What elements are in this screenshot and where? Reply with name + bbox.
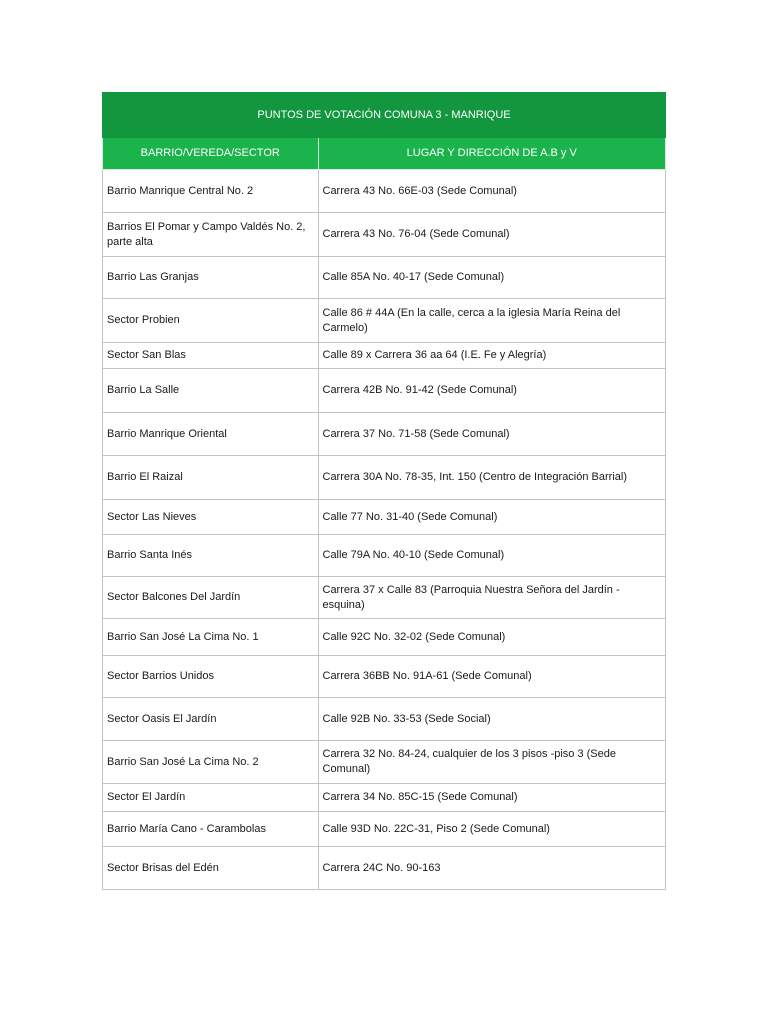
table-title-row — [103, 93, 666, 138]
sector-cell: Sector Barrios Unidos — [103, 656, 319, 698]
address-cell: Calle 93D No. 22C-31, Piso 2 (Sede Comunal) — [318, 812, 666, 847]
table-row — [103, 784, 666, 812]
address-cell: Carrera 43 No. 66E-03 (Sede Comunal) — [318, 170, 666, 213]
voting-points-table — [102, 92, 666, 890]
address-cell: Carrera 42B No. 91-42 (Sede Comunal) — [318, 369, 666, 413]
table-row — [103, 456, 666, 500]
table-row — [103, 619, 666, 656]
table-body — [103, 170, 666, 890]
table-row — [103, 413, 666, 456]
sector-cell: Sector Las Nieves — [103, 500, 319, 535]
sector-cell: Sector El Jardín — [103, 784, 319, 812]
sector-cell: Barrios El Pomar y Campo Valdés No. 2, parte alta — [103, 213, 319, 257]
address-cell: Calle 77 No. 31-40 (Sede Comunal) — [318, 500, 666, 535]
address-cell: Carrera 36BB No. 91A-61 (Sede Comunal) — [318, 656, 666, 698]
address-cell: Carrera 37 No. 71-58 (Sede Comunal) — [318, 413, 666, 456]
sector-cell: Barrio San José La Cima No. 1 — [103, 619, 319, 656]
table-row — [103, 369, 666, 413]
sector-cell: Barrio Santa Inés — [103, 535, 319, 577]
table-row — [103, 170, 666, 213]
table-row — [103, 535, 666, 577]
sector-cell: Sector Probien — [103, 299, 319, 343]
sector-cell: Sector Balcones Del Jardín — [103, 577, 319, 619]
table-row — [103, 500, 666, 535]
voting-points-sheet — [102, 92, 666, 890]
table-row — [103, 741, 666, 784]
table-row — [103, 213, 666, 257]
address-cell: Carrera 43 No. 76-04 (Sede Comunal) — [318, 213, 666, 257]
table-row — [103, 656, 666, 698]
address-cell: Calle 86 # 44A (En la calle, cerca a la iglesia María Reina del Carmelo) — [318, 299, 666, 343]
table-row — [103, 299, 666, 343]
sector-cell: Barrio San José La Cima No. 2 — [103, 741, 319, 784]
column-header-sector: BARRIO/VEREDA/SECTOR — [103, 138, 319, 170]
sector-cell: Barrio Manrique Oriental — [103, 413, 319, 456]
address-cell: Calle 79A No. 40-10 (Sede Comunal) — [318, 535, 666, 577]
sector-cell: Barrio María Cano - Carambolas — [103, 812, 319, 847]
sector-cell: Sector Oasis El Jardín — [103, 698, 319, 741]
table-row — [103, 577, 666, 619]
table-row — [103, 343, 666, 369]
table-row — [103, 847, 666, 890]
address-cell: Carrera 30A No. 78-35, Int. 150 (Centro de Integración Barrial) — [318, 456, 666, 500]
column-header-address: LUGAR Y DIRECCIÓN DE A.B y V — [318, 138, 666, 170]
sector-cell: Sector Brisas del Edén — [103, 847, 319, 890]
address-cell: Calle 92C No. 32-02 (Sede Comunal) — [318, 619, 666, 656]
table-row — [103, 698, 666, 741]
address-cell: Calle 89 x Carrera 36 aa 64 (I.E. Fe y Alegría) — [318, 343, 666, 369]
sector-cell: Sector San Blas — [103, 343, 319, 369]
sector-cell: Barrio La Salle — [103, 369, 319, 413]
address-cell: Carrera 37 x Calle 83 (Parroquia Nuestra Señora del Jardín - esquina) — [318, 577, 666, 619]
sector-cell: Barrio El Raizal — [103, 456, 319, 500]
sector-cell: Barrio Manrique Central No. 2 — [103, 170, 319, 213]
address-cell: Calle 85A No. 40-17 (Sede Comunal) — [318, 257, 666, 299]
address-cell: Carrera 32 No. 84-24, cualquier de los 3 pisos -piso 3 (Sede Comunal) — [318, 741, 666, 784]
table-header-row — [103, 138, 666, 170]
sector-cell: Barrio Las Granjas — [103, 257, 319, 299]
address-cell: Carrera 34 No. 85C-15 (Sede Comunal) — [318, 784, 666, 812]
address-cell: Carrera 24C No. 90-163 — [318, 847, 666, 890]
address-cell: Calle 92B No. 33-53 (Sede Social) — [318, 698, 666, 741]
table-row — [103, 812, 666, 847]
table-row — [103, 257, 666, 299]
table-title: PUNTOS DE VOTACIÓN COMUNA 3 - MANRIQUE — [103, 93, 666, 138]
